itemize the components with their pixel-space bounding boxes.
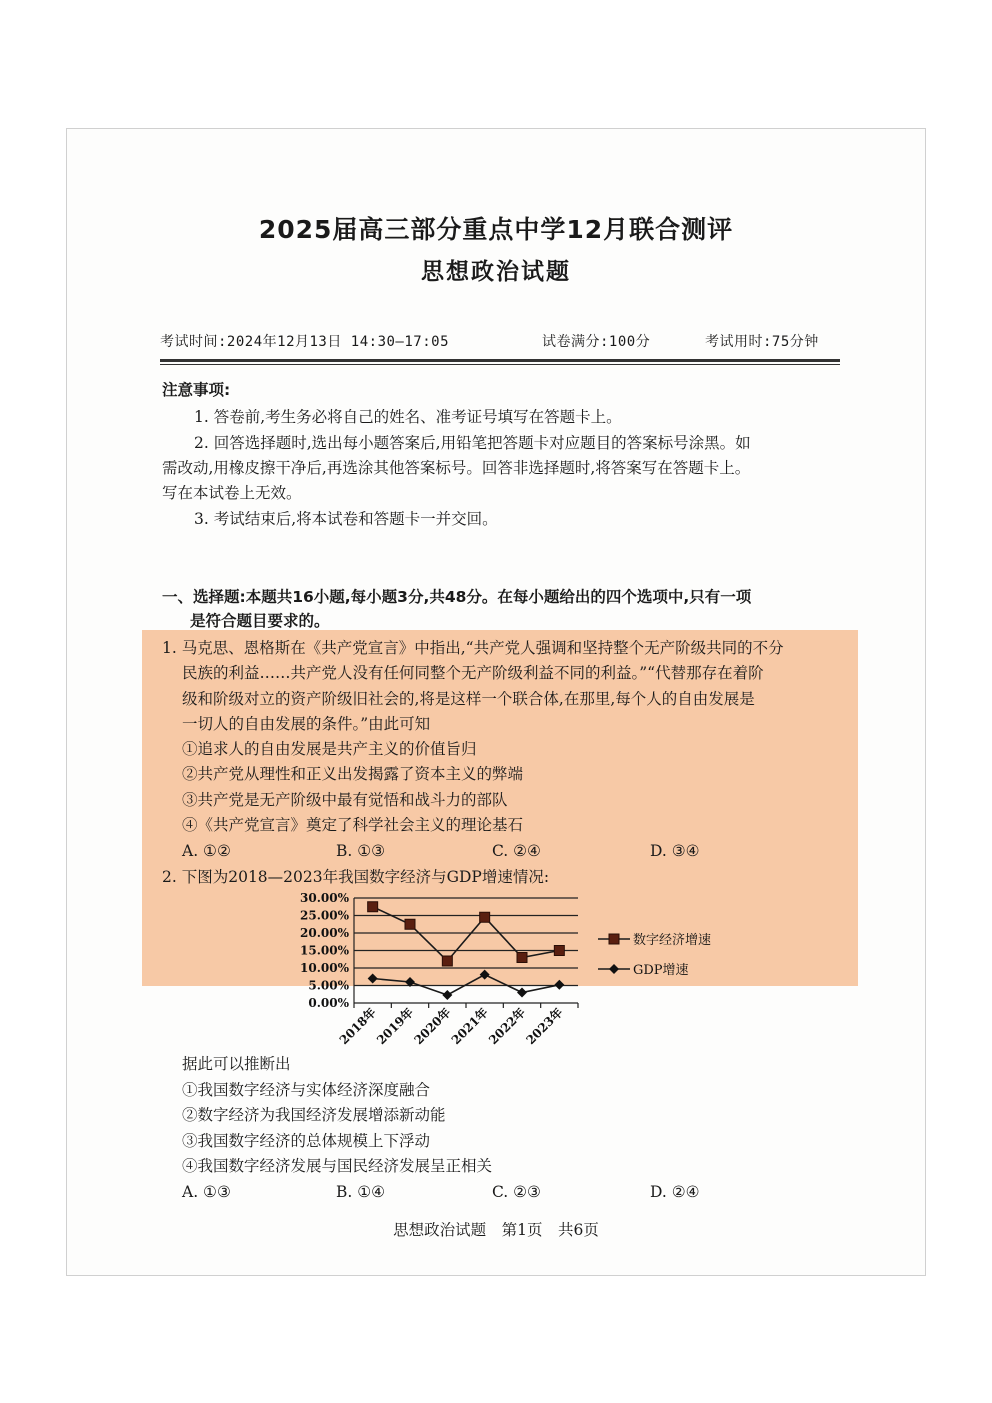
legend-label: 数字经济增速 xyxy=(633,933,712,948)
x-tick-label: 2023年 xyxy=(523,1005,566,1048)
y-tick-label: 20.00% xyxy=(300,926,349,940)
data-point-square xyxy=(480,912,490,922)
q1-statement: ②共产党从理性和正义出发揭露了资本主义的弊端 xyxy=(182,765,524,783)
q1-option-c[interactable]: C. ②④ xyxy=(492,842,541,860)
q2-option-d[interactable]: D. ②④ xyxy=(650,1183,700,1201)
series-line xyxy=(373,907,560,961)
data-point-square xyxy=(442,956,452,966)
x-tick-label: 2022年 xyxy=(486,1005,529,1048)
y-tick-label: 30.00% xyxy=(300,891,349,905)
data-point-diamond xyxy=(517,988,527,998)
q1-statement: ③共产党是无产阶级中最有觉悟和战斗力的部队 xyxy=(182,791,508,809)
page-footer: 思想政治试题 第1页 共6页 xyxy=(393,1221,599,1239)
data-point-diamond xyxy=(368,974,378,984)
q1-stem: 一切人的自由发展的条件。”由此可知 xyxy=(182,715,431,733)
legend-label: GDP增速 xyxy=(633,963,689,978)
notice-line: 写在本试卷上无效。 xyxy=(162,484,302,502)
data-point-diamond xyxy=(554,980,564,990)
x-tick-label: 2021年 xyxy=(448,1005,491,1048)
q1-option-d[interactable]: D. ③④ xyxy=(650,842,700,860)
header-rule xyxy=(160,359,840,362)
q2-infer: 据此可以推断出 xyxy=(182,1055,291,1073)
section-heading-cont: 是符合题目要求的。 xyxy=(190,612,330,630)
q2-statement: ④我国数字经济发展与国民经济发展呈正相关 xyxy=(182,1157,493,1175)
exam-time: 考试时间:2024年12月13日 14:30—17:05 xyxy=(160,334,450,350)
x-tick-label: 2018年 xyxy=(336,1005,379,1048)
legend-marker xyxy=(609,934,619,944)
q2-option-b[interactable]: B. ①④ xyxy=(336,1183,386,1201)
data-point-diamond xyxy=(480,970,490,980)
data-point-square xyxy=(368,902,378,912)
series-line xyxy=(373,975,560,995)
q2-statement: ①我国数字经济与实体经济深度融合 xyxy=(182,1081,431,1099)
full-score: 试卷满分:100分 xyxy=(542,334,651,350)
exam-title: 2025届高三部分重点中学12月联合测评 xyxy=(258,215,734,244)
q2-option-c[interactable]: C. ②③ xyxy=(492,1183,541,1201)
exam-subtitle: 思想政治试题 xyxy=(421,259,571,285)
notice-line: 1. 答卷前,考生务必将自己的姓名、准考证号填写在答题卡上。 xyxy=(194,408,622,426)
q1-statement: ④《共产党宣言》奠定了科学社会主义的理论基石 xyxy=(182,816,524,834)
data-point-square xyxy=(405,919,415,929)
exam-duration: 考试用时:75分钟 xyxy=(705,334,819,350)
q1-statement: ①追求人的自由发展是共产主义的价值旨归 xyxy=(182,740,477,758)
data-point-square xyxy=(554,946,564,956)
q2-statement: ③我国数字经济的总体规模上下浮动 xyxy=(182,1132,431,1150)
q2-option-a[interactable]: A. ①③ xyxy=(182,1183,231,1201)
notice-line: 需改动,用橡皮擦干净后,再选涂其他答案标号。回答非选择题时,将答案写在答题卡上。 xyxy=(162,459,751,477)
y-tick-label: 10.00% xyxy=(300,961,349,975)
growth-chart xyxy=(290,888,740,1058)
y-tick-label: 15.00% xyxy=(300,943,349,958)
notice-heading: 注意事项: xyxy=(162,381,231,399)
q1-stem: 1. 马克思、恩格斯在《共产党宣言》中指出,“共产党人强调和坚持整个无产阶级共同的不分 xyxy=(162,639,784,657)
header-rule-thin xyxy=(160,364,840,365)
y-tick-label: 0.00% xyxy=(308,996,349,1010)
notice-line: 3. 考试结束后,将本试卷和答题卡一并交回。 xyxy=(194,510,498,528)
q1-stem: 级和阶级对立的资产阶级旧社会的,将是这样一个联合体,在那里,每个人的自由发展是 xyxy=(182,690,755,708)
q1-stem: 民族的利益……共产党人没有任何同整个无产阶级利益不同的利益。”“代替那存在着阶 xyxy=(182,664,764,682)
x-tick-label: 2020年 xyxy=(411,1005,454,1048)
data-point-square xyxy=(517,953,527,963)
legend-marker xyxy=(609,964,619,974)
y-tick-label: 5.00% xyxy=(308,978,349,993)
q2-stem: 2. 下图为2018—2023年我国数字经济与GDP增速情况: xyxy=(162,868,550,886)
notice-line: 2. 回答选择题时,选出每小题答案后,用铅笔把答题卡对应题目的答案标号涂黑。如 xyxy=(194,434,751,452)
data-point-diamond xyxy=(442,990,452,1000)
q1-option-a[interactable]: A. ①② xyxy=(182,842,231,860)
q1-option-b[interactable]: B. ①③ xyxy=(336,842,386,860)
q2-statement: ②数字经济为我国经济发展增添新动能 xyxy=(182,1106,446,1124)
section-heading: 一、选择题:本题共16小题,每小题3分,共48分。在每小题给出的四个选项中,只有一项 xyxy=(162,588,752,606)
x-tick-label: 2019年 xyxy=(374,1005,417,1048)
y-tick-label: 25.00% xyxy=(300,908,349,923)
